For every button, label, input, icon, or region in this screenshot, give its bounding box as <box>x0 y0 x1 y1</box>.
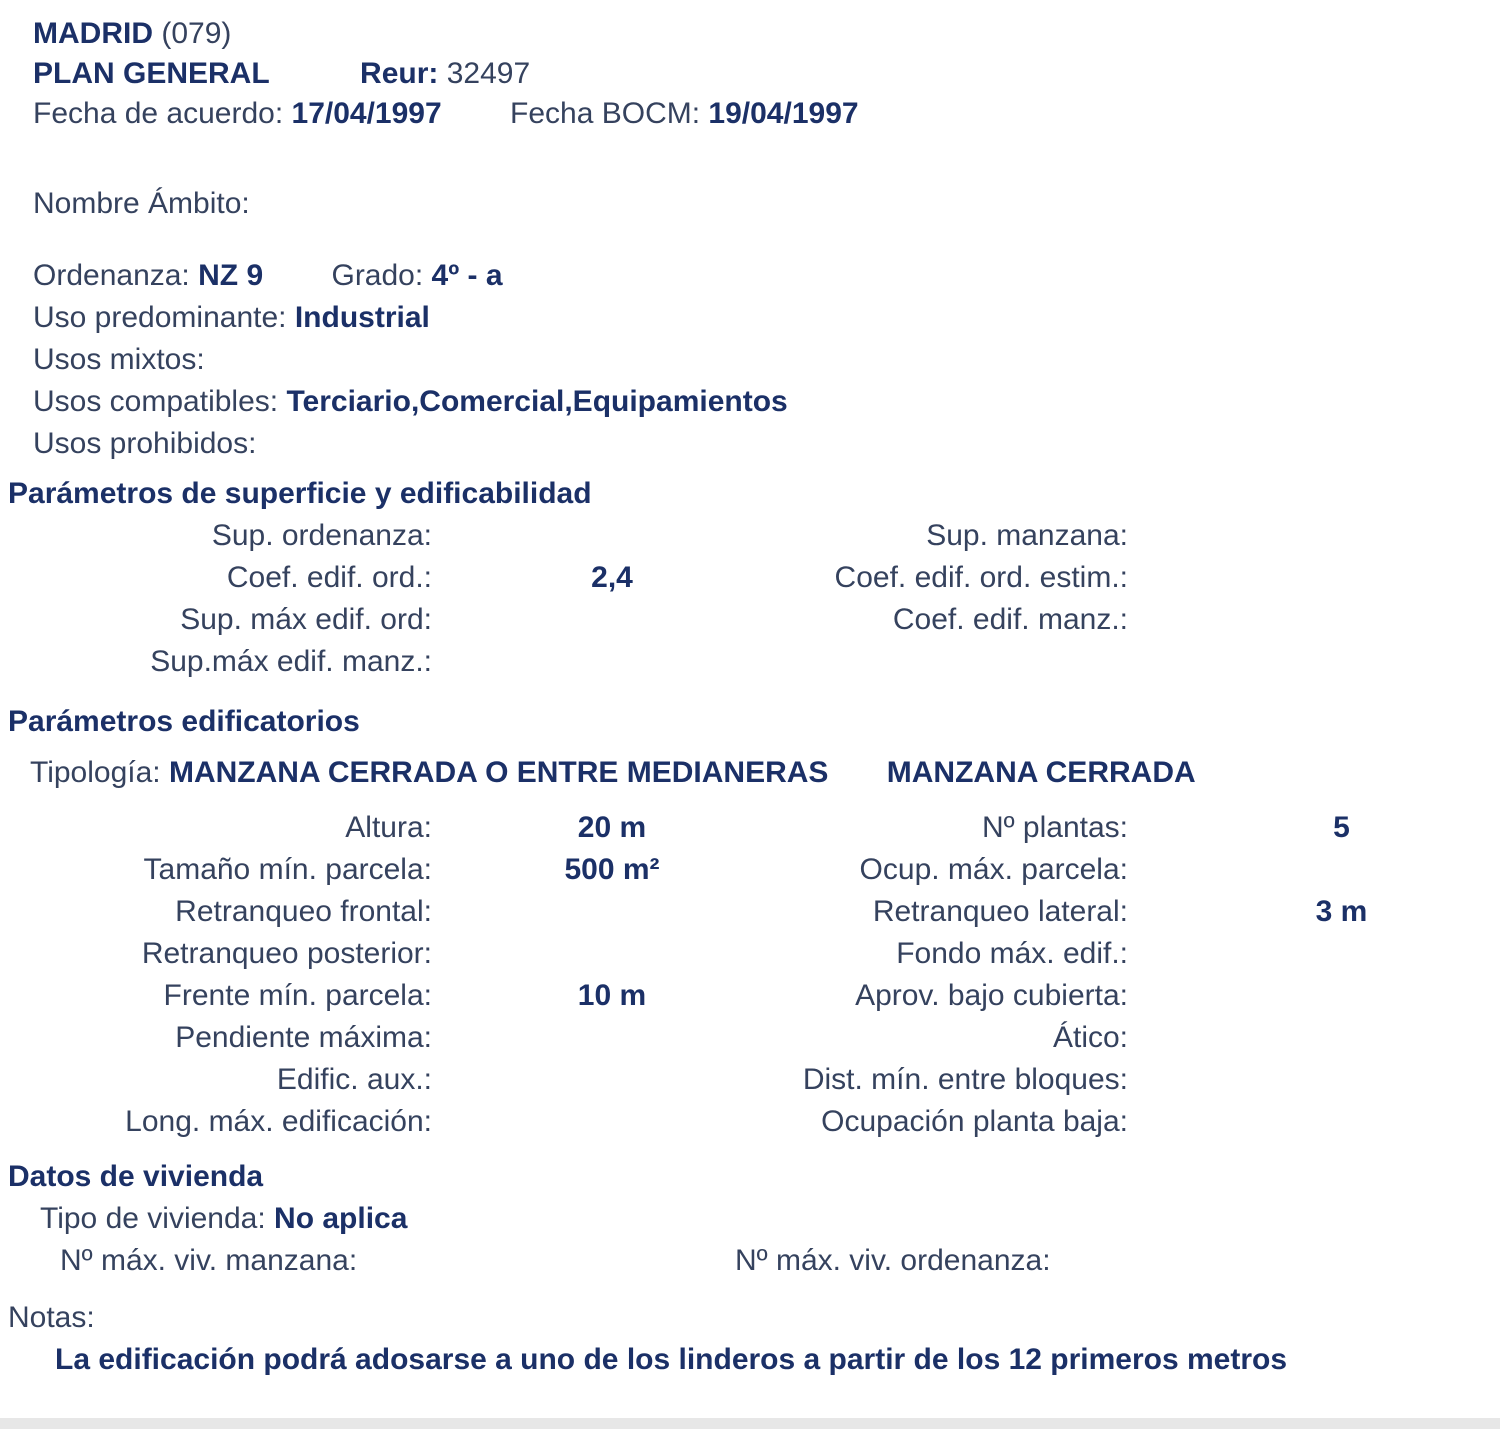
param-label: Frente mín. parcela: <box>163 979 432 1012</box>
param-value <box>432 933 792 975</box>
param-label: Fondo máx. edif.: <box>896 937 1128 970</box>
usos-compatibles-line <box>0 381 1500 423</box>
plan-name: PLAN GENERAL <box>33 57 270 90</box>
ordenanza-grado-line <box>0 255 1500 297</box>
param-value <box>432 515 792 557</box>
param-label: Tamaño mín. parcela: <box>143 853 432 886</box>
param-value <box>432 891 792 933</box>
usos-mixtos-line <box>0 339 1500 381</box>
uso-predominante-label: Uso predominante: <box>33 301 287 334</box>
param-label: Dist. mín. entre bloques: <box>802 1063 1128 1096</box>
param-value <box>1128 641 1500 683</box>
param-value <box>1128 1059 1500 1101</box>
param-label: Ático: <box>1052 1021 1128 1054</box>
param-label: Ocupación planta baja: <box>821 1105 1128 1138</box>
param-row <box>0 515 1500 557</box>
param-value <box>1128 515 1500 557</box>
param-row <box>0 599 1500 641</box>
param-value: 5 <box>1333 811 1350 844</box>
param-value <box>1128 1017 1500 1059</box>
param-row <box>0 641 1500 683</box>
param-row <box>0 807 1500 849</box>
usos-prohibidos-label: Usos prohibidos: <box>33 427 257 460</box>
param-label: Long. máx. edificación: <box>125 1105 432 1138</box>
fecha-acuerdo-value: 17/04/1997 <box>291 97 442 130</box>
param-value <box>1128 975 1500 1017</box>
dates-line <box>0 94 1500 134</box>
param-value <box>432 1101 792 1143</box>
param-label: Sup. ordenanza: <box>211 519 432 552</box>
param-label <box>792 641 1128 683</box>
record-header <box>0 0 1500 134</box>
usos-compatibles-value: Terciario,Comercial,Equipamientos <box>286 385 788 418</box>
municipality-name: MADRID <box>33 17 153 50</box>
tipologia-label: Tipología: <box>30 756 161 789</box>
municipality-code: (079) <box>161 17 232 50</box>
param-label: Retranqueo lateral: <box>872 895 1128 928</box>
ordenanza-block <box>0 255 1500 465</box>
tipo-vivienda-label: Tipo de vivienda: <box>40 1202 266 1235</box>
tipo-vivienda-line <box>0 1198 1500 1240</box>
param-row <box>0 1101 1500 1143</box>
uso-predominante-line <box>0 297 1500 339</box>
nombre-ambito-line <box>0 183 1500 224</box>
param-row <box>0 849 1500 891</box>
notas-label: Notas: <box>8 1301 95 1334</box>
param-value: 10 m <box>577 979 647 1012</box>
reur-label: Reur: <box>360 57 439 90</box>
param-label: Nº plantas: <box>981 811 1128 844</box>
param-value: 500 m² <box>564 853 660 886</box>
viv-manzana-cell <box>60 1240 735 1282</box>
ordenanza-value: NZ 9 <box>198 259 264 292</box>
param-row <box>0 1059 1500 1101</box>
superficie-rows <box>0 515 1500 683</box>
param-value <box>432 1017 792 1059</box>
param-label: Ocup. máx. parcela: <box>859 853 1128 886</box>
param-label: Aprov. bajo cubierta: <box>855 979 1128 1012</box>
param-row <box>0 891 1500 933</box>
param-label: Sup. manzana: <box>926 519 1128 552</box>
param-row <box>0 557 1500 599</box>
vivienda-counts-row <box>0 1240 1500 1282</box>
fecha-bocm-label: Fecha BOCM: <box>510 97 701 130</box>
param-label: Retranqueo posterior: <box>141 937 432 970</box>
param-label: Coef. edif. ord.: <box>226 561 432 594</box>
param-value: 20 m <box>577 811 647 844</box>
param-value <box>1128 599 1500 641</box>
param-value <box>1128 933 1500 975</box>
edificatorios-section-title: Parámetros edificatorios <box>8 705 360 738</box>
usos-compatibles-label: Usos compatibles: <box>33 385 279 418</box>
param-value: 3 m <box>1315 895 1368 928</box>
param-label: Pendiente máxima: <box>175 1021 432 1054</box>
nota-text: La edificación podrá adosarse a uno de los linderos a partir de los 12 primeros metros <box>55 1343 1288 1376</box>
param-label: Edific. aux.: <box>276 1063 432 1096</box>
param-label: Altura: <box>345 811 432 844</box>
param-row <box>0 975 1500 1017</box>
bottom-scrollbar-track <box>0 1418 1500 1429</box>
tipo-vivienda-value: No aplica <box>274 1202 408 1235</box>
param-label: Sup. máx edif. ord: <box>180 603 432 636</box>
superficie-section-title: Parámetros de superficie y edificabilidad <box>8 477 592 510</box>
reur-value: 32497 <box>446 57 531 90</box>
param-value <box>432 641 792 683</box>
viv-manzana-label: Nº máx. viv. manzana: <box>60 1244 358 1277</box>
viv-ordenanza-cell <box>735 1240 1500 1282</box>
edificatorios-rows <box>0 807 1500 1143</box>
tipologia-value: MANZANA CERRADA O ENTRE MEDIANERAS <box>168 756 829 789</box>
param-row <box>0 1017 1500 1059</box>
plan-line <box>0 54 1500 94</box>
usos-mixtos-label: Usos mixtos: <box>33 343 205 376</box>
fecha-acuerdo-label: Fecha de acuerdo: <box>33 97 284 130</box>
municipality-line <box>0 14 1500 54</box>
param-value: 2,4 <box>591 561 633 594</box>
param-value <box>1128 849 1500 891</box>
grado-label: Grado: <box>331 259 424 292</box>
usos-prohibidos-line <box>0 423 1500 465</box>
param-value <box>1128 1101 1500 1143</box>
param-label: Sup.máx edif. manz.: <box>150 645 432 678</box>
vivienda-section-title: Datos de vivienda <box>8 1160 264 1193</box>
fecha-bocm-value: 19/04/1997 <box>708 97 859 130</box>
param-value <box>1128 557 1500 599</box>
param-label: Coef. edif. ord. estim.: <box>834 561 1128 594</box>
nombre-ambito-label: Nombre Ámbito: <box>33 187 250 220</box>
viv-ordenanza-label: Nº máx. viv. ordenanza: <box>735 1244 1051 1277</box>
param-label: Coef. edif. manz.: <box>892 603 1128 636</box>
param-value <box>432 599 792 641</box>
tipologia-line <box>0 751 1500 795</box>
param-value <box>432 1059 792 1101</box>
uso-predominante-value: Industrial <box>294 301 430 334</box>
ordenanza-label: Ordenanza: <box>33 259 190 292</box>
param-label: Retranqueo frontal: <box>175 895 432 928</box>
tipologia-value-2: MANZANA CERRADA <box>886 756 1196 789</box>
grado-value: 4º - a <box>431 259 503 292</box>
param-row <box>0 933 1500 975</box>
